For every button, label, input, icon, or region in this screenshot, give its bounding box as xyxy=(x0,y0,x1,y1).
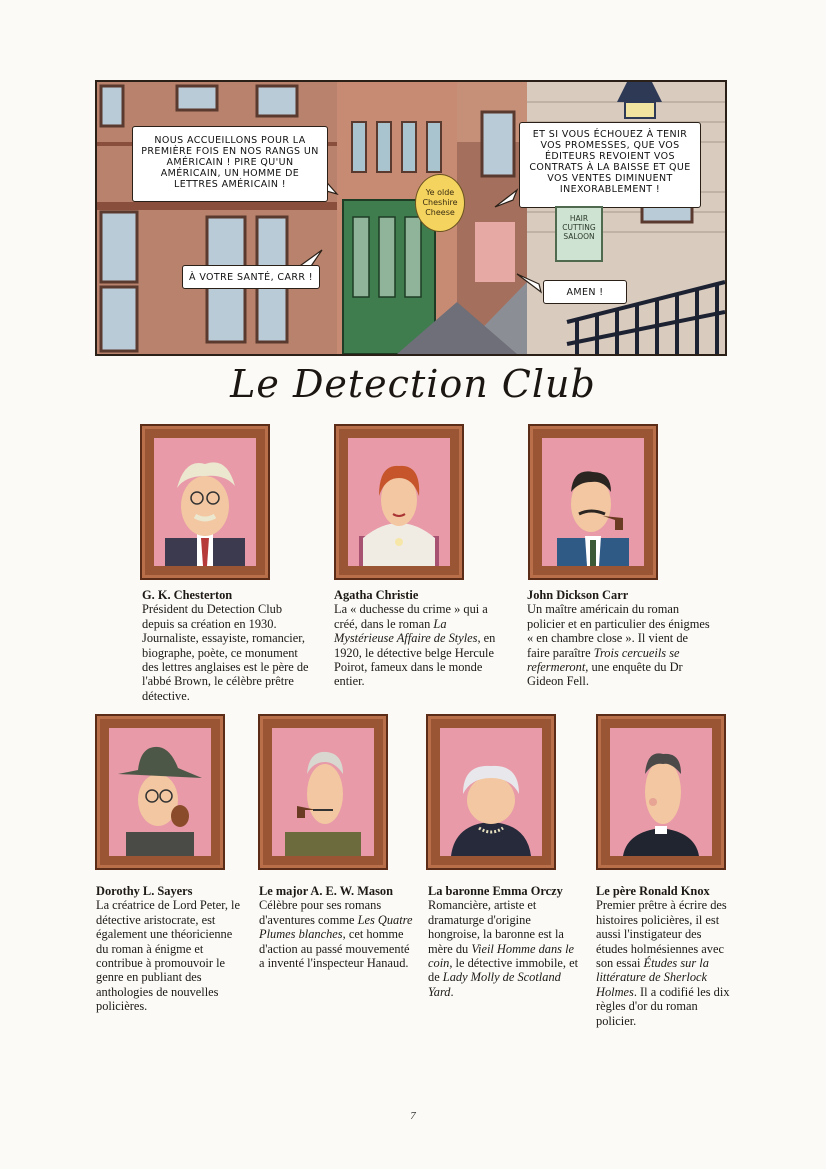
portrait-knox xyxy=(610,728,712,856)
member-name: Agatha Christie xyxy=(334,588,419,602)
portrait-orczy xyxy=(440,728,542,856)
caption-christie xyxy=(334,588,508,689)
page-title: Le Detection Club xyxy=(230,362,596,406)
portrait-frame-carr xyxy=(528,424,658,580)
portrait-christie xyxy=(348,438,450,566)
member-name: John Dickson Carr xyxy=(527,588,629,602)
portrait-frame-sayers xyxy=(95,714,225,870)
member-bio: Président du Detection Club depuis sa création en 1930. Journaliste, essayiste, romancier, biographe, poète, ce monument des lettres anglaises est le père de l'abbé Brown, le célèbre prêtre détective. xyxy=(142,602,309,703)
portrait-mason xyxy=(272,728,374,856)
caption-carr xyxy=(527,588,711,689)
portrait-frame-mason xyxy=(258,714,388,870)
member-bio: Célèbre pour ses romans d'aventures comme Les Quatre Plumes blanches, cet homme d'action au passé mouvementé a inventé l'inspecteur Hanaud. xyxy=(259,898,413,971)
speech-bubble-welcome: NOUS ACCUEILLONS POUR LA PREMIÈRE FOIS EN NOS RANGS UN AMÉRICAIN ! PIRE QU'UN AMÉRICAIN, UN HOMME DE LETTRES AMÉRICAIN ! xyxy=(132,126,328,202)
member-name: Dorothy L. Sayers xyxy=(96,884,193,898)
caption-orczy xyxy=(428,884,584,999)
caption-mason xyxy=(259,884,415,970)
portrait-frame-knox xyxy=(596,714,726,870)
member-bio: Un maître américain du roman policier et en particulier des énigmes « en chambre close ». Il vient de faire paraître Trois cercueils se refermeront, une enquête du Dr Gideon Fell. xyxy=(527,602,710,689)
member-name: Le père Ronald Knox xyxy=(596,884,710,898)
portrait-sayers xyxy=(109,728,211,856)
member-name: La baronne Emma Orczy xyxy=(428,884,563,898)
barber-sign: HAIR CUTTING SALOON xyxy=(555,206,603,262)
member-bio: La créatrice de Lord Peter, le détective aristocrate, est également une théoricienne du roman à énigme et contribue à promouvoir le genre en publiant des anthologies de nouvelles policières. xyxy=(96,898,240,1014)
comic-panel-street-scene xyxy=(95,80,727,356)
portrait-frame-christie xyxy=(334,424,464,580)
portrait-frame-orczy xyxy=(426,714,556,870)
portrait-carr xyxy=(542,438,644,566)
caption-chesterton xyxy=(142,588,314,703)
page-number: 7 xyxy=(410,1110,416,1122)
member-bio: Premier prêtre à écrire des histoires policières, il est aussi l'instigateur des études holmésiennes avec son essai Études sur la littérature de Sherlock Holmes. Il a codifié les dix règles d'or du roman policier. xyxy=(596,898,730,1028)
member-name: G. K. Chesterton xyxy=(142,588,233,602)
member-bio: Romancière, artiste et dramaturge d'origine hongroise, la baronne est la mère du Vieil Homme dans le coin, le détective immobile, et de Lady Molly de Scotland Yard. xyxy=(428,898,579,999)
speech-bubble-toast: À VOTRE SANTÉ, CARR ! xyxy=(182,265,320,289)
caption-knox xyxy=(596,884,736,1028)
caption-sayers xyxy=(96,884,246,1014)
member-bio: La « duchesse du crime » qui a créé, dans le roman La Mystérieuse Affaire de Styles, en 1920, le détective belge Hercule Poirot, fameux dans le monde entier. xyxy=(334,602,496,689)
member-name: Le major A. E. W. Mason xyxy=(259,884,394,898)
portrait-frame-chesterton xyxy=(140,424,270,580)
pub-sign: Ye olde Cheshire Cheese xyxy=(415,174,465,232)
speech-bubble-warning: ET SI VOUS ÉCHOUEZ À TENIR VOS PROMESSES, QUE VOS ÉDITEURS REVOIENT VOS CONTRATS À LA BAISSE ET QUE VOS VENTES DIMINUENT INEXORABLEMENT ! xyxy=(519,122,701,208)
speech-bubble-amen: AMEN ! xyxy=(543,280,627,304)
portrait-chesterton xyxy=(154,438,256,566)
